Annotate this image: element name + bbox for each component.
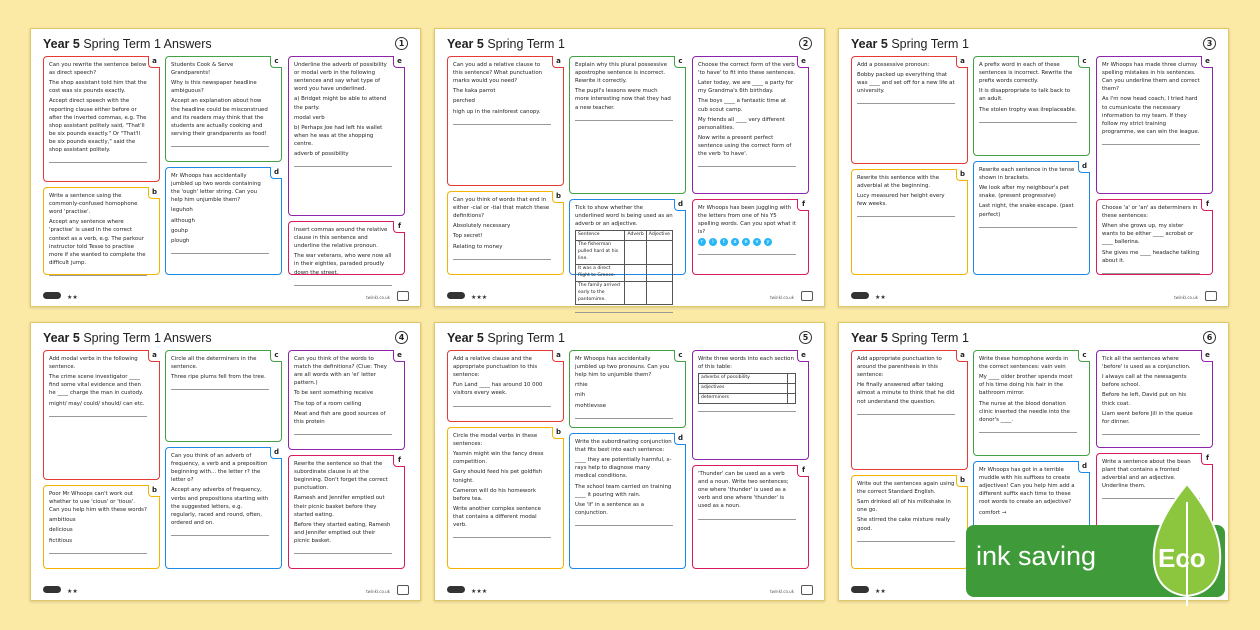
table-cell[interactable] xyxy=(625,241,646,265)
answer-line[interactable] xyxy=(698,160,796,167)
question-box-c xyxy=(569,350,686,428)
sheet-title xyxy=(43,37,212,51)
table-cell[interactable]: Adjective xyxy=(646,231,672,241)
question-text: Mr Whoops has got in a terrible muddle with his suffixes to create adjectives! Can you help him add a different suffix each time to these root words to create an adjective? xyxy=(979,467,1075,506)
ink-saving-text: ink saving xyxy=(976,541,1097,571)
question-letter: b xyxy=(552,427,564,439)
table-cell[interactable] xyxy=(787,374,795,384)
question-box-b xyxy=(43,187,160,275)
question-box-b xyxy=(43,485,160,569)
answer-line[interactable] xyxy=(575,519,673,526)
answer-line[interactable] xyxy=(453,531,551,538)
question-box-d xyxy=(165,167,282,275)
question-text: Mr Whoops has made three clumsy spelling mistakes in his sentences. Can you underline them and correct them? xyxy=(1102,62,1200,93)
question-box-a xyxy=(447,350,564,422)
question-text: The pupil's lessons were much more interesting now that they had a new teacher. xyxy=(575,88,671,111)
answer-line[interactable] xyxy=(294,279,392,286)
question-text: Use 'if' in a sentence as a conjunction. xyxy=(575,501,645,516)
worksheet-2 xyxy=(434,28,825,307)
question-text: Can you think of the words to match the definitions? (Clue: They are all words with an 'ei' letter pattern.) xyxy=(294,356,387,387)
question-text: gouhp xyxy=(171,227,188,234)
answer-line[interactable] xyxy=(698,248,796,255)
question-box-c xyxy=(973,56,1090,156)
question-letter: a xyxy=(148,350,160,362)
question-text: Absolutely necessary xyxy=(453,223,511,230)
table-cell[interactable]: The fisherman pulled hard at his line. xyxy=(576,241,625,265)
title-year: Year 5 xyxy=(43,37,80,51)
question-text: Write these homophone words in the correct sentences: vain vein xyxy=(979,356,1069,371)
question-box-a xyxy=(447,56,564,186)
question-box-e xyxy=(692,56,809,194)
twinkl-logo xyxy=(851,292,869,299)
question-text: Can you think of words that end in either -cial or -tial that match these definitions? xyxy=(453,197,550,220)
question-text: rthie xyxy=(575,382,588,389)
title-term: Spring Term 1 xyxy=(887,331,969,345)
title-year: Year 5 xyxy=(851,37,888,51)
answer-line[interactable] xyxy=(857,210,955,217)
footer-url: twinkl.co.uk xyxy=(770,295,794,300)
question-text: The boys ____ a fantastic time at cub scout camp. xyxy=(698,98,787,113)
question-text: Top secret! xyxy=(453,233,483,240)
worksheet-1 xyxy=(30,28,421,307)
question-letter: d xyxy=(1078,461,1090,473)
table-cell[interactable] xyxy=(787,394,795,404)
question-box-b xyxy=(851,169,968,275)
table-row xyxy=(576,281,673,305)
question-text: ____ they are potentially harmful, x-rays help to diagnose many medical conditions. xyxy=(575,457,672,480)
question-box-b xyxy=(447,427,564,569)
sheet-title xyxy=(447,37,565,51)
question-box-d xyxy=(973,161,1090,275)
question-text: Later today, we are ____ a party for my Grandma's 6th birthday. xyxy=(698,80,794,95)
title-term: Spring Term 1 xyxy=(887,37,969,51)
question-text: I always call at the newsagents before school. xyxy=(1102,374,1187,389)
question-text: Underline the adverb of possibility or modal verb in the following sentences and say what type of word you have underlined. xyxy=(294,62,387,93)
footer-url: twinkl.co.uk xyxy=(366,295,390,300)
question-text: Circle all the determiners in the sentence. xyxy=(171,356,257,371)
table-cell[interactable]: adverbs of possibility xyxy=(699,374,788,384)
question-text: Tick all the sentences where 'before' is used as a conjunction. xyxy=(1102,356,1191,371)
question-text: Add a relative clause and the appropriate punctuation to this sentence: xyxy=(453,356,538,379)
question-text: The nurse at the blood donation clinic inserted the needle into the donor's ____. xyxy=(979,400,1070,423)
table-cell[interactable] xyxy=(646,241,672,265)
question-box-e xyxy=(1096,56,1213,194)
table-cell[interactable]: adjectives xyxy=(699,384,788,394)
question-letter: b xyxy=(956,169,968,181)
twinkl-logo xyxy=(851,586,869,593)
question-text: It is disappropriate to talk back to an adult. xyxy=(979,88,1071,103)
answer-line[interactable] xyxy=(294,428,392,435)
footer-badge-icon xyxy=(397,291,409,301)
question-text: Write a sentence using the commonly-confused homophone word 'practise'. xyxy=(49,193,138,216)
sheet-number: 6 xyxy=(1203,331,1216,344)
table-cell[interactable]: determiners xyxy=(699,394,788,404)
question-text: Lucy measured her height every few weeks. xyxy=(857,193,945,208)
question-letter: d xyxy=(674,433,686,445)
question-text: Bobby packed up everything that was ____ and set off for a new life at university. xyxy=(857,72,955,95)
question-text: Last night, the snake escape. (past perfect) xyxy=(979,203,1074,218)
question-text: Add a possessive pronoun: xyxy=(857,62,930,68)
answer-line[interactable] xyxy=(698,513,796,520)
question-text: Poor Mr Whoops can't work out whether to use 'cious' or 'tious'. Can you help him with these words? xyxy=(49,491,147,514)
letter-bubble: a xyxy=(731,238,739,246)
question-text: modal verb xyxy=(294,114,325,121)
question-text: Accept an explanation about how the headline could be misconstrued and its readers may think that the students are actually cooking and serving their grandparents as food! xyxy=(171,98,268,137)
question-letter: c xyxy=(674,350,686,362)
sheet-title xyxy=(447,331,565,345)
question-text: plough xyxy=(171,237,190,244)
question-box-b xyxy=(447,191,564,275)
answer-line[interactable] xyxy=(453,400,551,407)
question-letter: f xyxy=(1201,453,1213,465)
question-box-a xyxy=(851,56,968,164)
question-box-e xyxy=(288,350,405,450)
question-text: Before they started eating, Ramesh and Jennifer emptied out their picnic basket. xyxy=(294,521,391,544)
question-box-f xyxy=(1096,199,1213,275)
twinkl-logo xyxy=(43,586,61,593)
question-text: b) Perhaps Joe had left his wallet when he was at the shopping centre. xyxy=(294,124,383,147)
question-letter: c xyxy=(1078,56,1090,68)
question-text: Mr Whoops has accidentally jumbled up two pronouns. Can you help him to unjumble them? xyxy=(575,356,670,379)
question-text: Can you rewrite the sentence below as direct speech? xyxy=(49,62,147,77)
question-text: When she grows up, my sister wants to be either ____ acrobat or ____ ballerina. xyxy=(1102,223,1194,246)
question-text: leguhoh xyxy=(171,207,193,214)
question-box-e xyxy=(692,350,809,460)
difficulty-stars: ★★ xyxy=(875,588,886,595)
question-text: ambitious xyxy=(49,517,76,524)
answer-line[interactable] xyxy=(1102,267,1200,274)
question-text: Three ripe plums fell from the tree. xyxy=(171,374,266,381)
title-term: Spring Term 1 xyxy=(483,37,565,51)
question-text: She stirred the cake mixture really good. xyxy=(857,517,951,532)
question-text: She gives me ____ headache talking about it. xyxy=(1102,249,1200,264)
question-text: Mr Whoops has been juggling with the letters from one of his Y5 spelling words. Can you spot what it is? xyxy=(698,205,796,236)
question-text: Write another complex sentence that contains a different modal verb. xyxy=(453,505,541,529)
answer-line[interactable] xyxy=(294,160,392,167)
question-box-f xyxy=(288,221,405,275)
question-letter: b xyxy=(956,475,968,487)
table-cell[interactable]: The family arrived early to the pantomime. xyxy=(576,281,625,305)
question-text: Add appropriate punctuation to around the parenthesis in this sentence: xyxy=(857,356,942,379)
question-text: Cameron will do his homework before tea. xyxy=(453,487,536,502)
question-letter: e xyxy=(393,56,405,68)
title-year: Year 5 xyxy=(43,331,80,345)
question-text: My friends all ____ very different personalities. xyxy=(698,116,785,131)
question-text: Meat and fish are good sources of this protein xyxy=(294,410,386,425)
question-text: We look after my neighbour's pet snake. (present progressive) xyxy=(979,185,1069,200)
answer-line[interactable] xyxy=(453,253,551,260)
answer-line[interactable] xyxy=(453,118,551,125)
question-letter: a xyxy=(956,350,968,362)
question-text: mih xyxy=(575,392,586,399)
answer-line[interactable] xyxy=(979,221,1077,228)
question-text: To be sent something receive xyxy=(294,390,374,397)
question-letter: b xyxy=(552,191,564,203)
answer-line[interactable] xyxy=(1102,138,1200,145)
answer-line[interactable] xyxy=(857,408,955,415)
question-text: Write a sentence about the bean plant that contains a fronted adverbial and an adjective. Underline them. xyxy=(1102,459,1191,490)
table-row xyxy=(699,384,796,394)
table-row xyxy=(699,374,796,384)
table-cell[interactable] xyxy=(625,265,646,282)
question-text: Can you think of an adverb of frequency, a verb and a preposition beginning with... the letter r? the letter o? xyxy=(171,453,268,484)
question-letter: a xyxy=(552,56,564,68)
table-cell[interactable]: Sentence xyxy=(576,231,625,241)
question-text: The crime scene investigator ____ find some vital evidence and then he ____ charge the man in custody. xyxy=(49,374,144,397)
letter-bubble: r xyxy=(698,238,706,246)
question-box-e xyxy=(288,56,405,216)
question-text: The stolen trophy was ilreplaceable. xyxy=(979,106,1077,113)
footer-url: twinkl.co.uk xyxy=(770,589,794,594)
question-text: As I'm now head coach, I tried hard to cumunicate the necessary information to my team. If they follow my strict training programme, we can win the league. xyxy=(1102,96,1200,135)
question-text: Now write a present perfect sentence using the correct form of the verb 'to have'. xyxy=(698,134,792,158)
question-box-c xyxy=(165,350,282,442)
answer-line[interactable] xyxy=(49,269,147,276)
worksheet-5 xyxy=(434,322,825,601)
question-text: Yasmin might win the fancy dress competition. xyxy=(453,451,544,466)
sheet-number: 3 xyxy=(1203,37,1216,50)
question-text: Tick to show whether the underlined word is being used as an adverb or an adjective. xyxy=(575,205,673,228)
table-row xyxy=(576,241,673,265)
question-letter: c xyxy=(270,350,282,362)
question-text: Insert commas around the relative clause in this sentence and underline the relative pronoun. xyxy=(294,227,388,250)
question-text: Mr Whoops has accidentally jumbled up two words containing the 'ough' letter string. Can you help him unjumble them? xyxy=(171,173,261,204)
table-cell[interactable]: Adverb xyxy=(625,231,646,241)
question-text: perched xyxy=(453,98,475,105)
answer-line[interactable] xyxy=(979,426,1077,433)
twinkl-logo xyxy=(447,586,465,593)
question-letter: c xyxy=(674,56,686,68)
table-row xyxy=(699,394,796,404)
question-letter: f xyxy=(393,455,405,467)
table-cell[interactable] xyxy=(646,265,672,282)
question-text: fictitious xyxy=(49,537,73,544)
question-box-d xyxy=(569,433,686,569)
answer-line[interactable] xyxy=(294,547,392,554)
question-text: My ____ older brother spends most of his time doing his hair in the bathroom mirror. xyxy=(979,374,1073,397)
question-letter: f xyxy=(797,465,809,477)
difficulty-stars: ★★ xyxy=(67,294,78,301)
question-text: Write the subordinating conjunction that fits best into each sentence: xyxy=(575,439,672,454)
question-text: Fun Land ____ has around 10 000 visitors every week. xyxy=(453,382,543,397)
question-text: The school team carried on training ____ it pouring with rain. xyxy=(575,483,672,498)
table-row xyxy=(576,231,673,241)
question-letter: d xyxy=(270,447,282,459)
answer-line[interactable] xyxy=(857,97,955,104)
question-text: 'Thunder' can be used as a verb and a noun. Write two sentences; one where 'thunder' is used as a verb and one where 'thunder' is used as a noun. xyxy=(698,471,789,510)
question-letter: d xyxy=(674,199,686,211)
sheet-number: 2 xyxy=(799,37,812,50)
question-box-b xyxy=(851,475,968,569)
question-box-f xyxy=(692,465,809,569)
difficulty-stars: ★★ xyxy=(67,588,78,595)
answer-table xyxy=(698,373,796,404)
answer-table xyxy=(575,230,673,305)
question-letter: e xyxy=(1201,350,1213,362)
sheet-number: 1 xyxy=(395,37,408,50)
question-text: Rewrite the sentence so that the subordinate clause is at the beginning. Don't forget the correct punctuation. xyxy=(294,461,388,492)
answer-line[interactable] xyxy=(575,412,673,419)
worksheet-4 xyxy=(30,322,421,601)
table-cell[interactable]: It was a direct flight to Greece. xyxy=(576,265,625,282)
question-letter: f xyxy=(1201,199,1213,211)
question-text: Write out the sentences again using the correct Standard English. xyxy=(857,481,955,496)
question-text: Students Cook & Serve Grandparents! xyxy=(171,62,234,77)
eco-label: Eco xyxy=(1158,543,1206,573)
answer-line[interactable] xyxy=(575,114,673,121)
question-text: He finally answered after taking almost a minute to think that he did not understand the question. xyxy=(857,382,955,405)
sheet-number: 5 xyxy=(799,331,812,344)
question-text: The top of a room ceiling xyxy=(294,400,362,407)
letter-bubble: e xyxy=(742,238,750,246)
question-text: Can you add a relative clause to this sentence? What punctuation marks would you need? xyxy=(453,62,543,85)
answer-line[interactable] xyxy=(698,405,796,412)
title-year: Year 5 xyxy=(851,331,888,345)
question-text: The shop assistant told him that the cost was six pounds exactly. xyxy=(49,80,147,95)
question-letter: d xyxy=(1078,161,1090,173)
question-text: Accept direct speech with the reporting clause either before or after the inverted commas, e.g. The shop assistant politely said, "That'll be six pounds exactly." Or "That'll be six pounds exactly," said the shop assistant politely. xyxy=(49,98,147,154)
answer-line[interactable] xyxy=(49,547,147,554)
question-text: Why is this newspaper headline ambiguous? xyxy=(171,80,257,95)
difficulty-stars: ★★★ xyxy=(471,294,488,301)
question-box-a xyxy=(43,56,160,182)
sheet-title xyxy=(43,331,212,345)
footer-url: twinkl.co.uk xyxy=(366,589,390,594)
question-text: Write three words into each section of this table: xyxy=(698,356,794,371)
question-text: although xyxy=(171,217,195,224)
question-text: The war veterans, who were now all in their eighties, paraded proudly down the street. xyxy=(294,253,392,276)
footer-badge-icon xyxy=(801,585,813,595)
table-row xyxy=(576,265,673,282)
question-text: Sam drinked all of his milkshake in one go. xyxy=(857,499,951,514)
question-box-c xyxy=(569,56,686,194)
difficulty-stars: ★★★ xyxy=(471,588,488,595)
question-text: Accept any adverbs of frequency, verbs and prepositions starting with the suggested letters, e.g. regularly, raced and round, often, ordered and on. xyxy=(171,487,269,526)
question-text: Ramesh and Jennifer emptied out their picnic basket before they started eating. xyxy=(294,495,385,518)
letter-bubble: i xyxy=(709,238,717,246)
table-cell[interactable] xyxy=(625,281,646,305)
answer-line[interactable] xyxy=(49,410,147,417)
footer-badge-icon xyxy=(1205,291,1217,301)
question-box-d xyxy=(569,199,686,302)
twinkl-logo xyxy=(447,292,465,299)
question-text: Relating to money xyxy=(453,243,503,250)
question-letter: b xyxy=(148,485,160,497)
question-letter: f xyxy=(393,221,405,233)
question-text: The kaka parrot xyxy=(453,88,496,95)
sheet-title xyxy=(851,331,969,345)
question-text: Add modal verbs in the following sentence. xyxy=(49,356,138,371)
question-letter: e xyxy=(393,350,405,362)
question-box-e xyxy=(1096,350,1213,448)
question-text: Choose the correct form of the verb 'to have' to fit into these sentences. xyxy=(698,62,796,77)
question-box-c xyxy=(973,350,1090,456)
table-cell[interactable] xyxy=(646,281,672,305)
question-box-f xyxy=(288,455,405,569)
question-text: comfort → xyxy=(979,509,1007,516)
answer-line[interactable] xyxy=(171,140,269,147)
footer-badge-icon xyxy=(397,585,409,595)
question-text: Rewrite each sentence in the tense shown in brackets. xyxy=(979,167,1075,182)
question-box-c xyxy=(165,56,282,162)
question-letter: a xyxy=(148,56,160,68)
question-text: Gary should feed his pet goldfish tonight. xyxy=(453,469,543,484)
question-text: Rewrite this sentence with the adverbial at the beginning. xyxy=(857,175,940,190)
answer-line[interactable] xyxy=(49,156,147,163)
answer-line[interactable] xyxy=(979,116,1077,123)
question-text: A prefix word in each of these sentences is incorrect. Rewrite the prefix words correctly. xyxy=(979,62,1073,85)
answer-line[interactable] xyxy=(575,306,673,313)
question-letter: f xyxy=(797,199,809,211)
question-text: high up in the rainforest canopy. xyxy=(453,108,541,115)
question-box-d xyxy=(165,447,282,569)
question-box-f xyxy=(692,199,809,275)
question-text: Before he left, David put on his thick coat. xyxy=(1102,392,1187,407)
answer-line[interactable] xyxy=(1102,428,1200,435)
question-text: mohtlevsse xyxy=(575,402,607,409)
question-text: delicious xyxy=(49,527,73,534)
footer-badge-icon xyxy=(801,291,813,301)
question-text: might/ may/ could/ should/ can etc. xyxy=(49,400,145,407)
difficulty-stars: ★★ xyxy=(875,294,886,301)
letter-bubbles xyxy=(698,238,796,246)
ink-saving-label xyxy=(976,541,1096,572)
letter-bubble: y xyxy=(764,238,772,246)
question-letter: e xyxy=(797,350,809,362)
title-term: Spring Term 1 xyxy=(483,331,565,345)
question-box-a xyxy=(851,350,968,470)
letter-bubble: t xyxy=(720,238,728,246)
answer-line[interactable] xyxy=(171,529,269,536)
question-text: Choose 'a' or 'an' as determiners in these sentences: xyxy=(1102,205,1198,220)
question-text: Liam went before Jill in the queue for dinner. xyxy=(1102,410,1193,425)
title-term: Spring Term 1 Answers xyxy=(79,37,212,51)
question-letter: a xyxy=(956,56,968,68)
worksheet-3 xyxy=(838,28,1229,307)
question-text: adverb of possibility xyxy=(294,151,349,158)
question-text: Circle the modal verbs in these sentences: xyxy=(453,433,538,448)
answer-line[interactable] xyxy=(171,247,269,254)
sheet-title xyxy=(851,37,969,51)
twinkl-logo xyxy=(43,292,61,299)
question-letter: d xyxy=(270,167,282,179)
answer-line[interactable] xyxy=(857,535,955,542)
question-letter: c xyxy=(270,56,282,68)
question-text: a) Bridget might be able to attend the party. xyxy=(294,96,387,111)
question-letter: e xyxy=(797,56,809,68)
question-text: Accept any sentence where 'practise' is used in the correct context as a verb, e.g. The parkour instructor told Tesse to practise more if she wanted to complete the difficult jump. xyxy=(49,219,146,266)
sheet-number: 4 xyxy=(395,331,408,344)
question-box-a xyxy=(43,350,160,480)
title-term: Spring Term 1 Answers xyxy=(79,331,212,345)
question-letter: e xyxy=(1201,56,1213,68)
answer-line[interactable] xyxy=(171,383,269,390)
question-letter: b xyxy=(148,187,160,199)
table-cell[interactable] xyxy=(787,384,795,394)
footer-url: twinkl.co.uk xyxy=(1174,295,1198,300)
question-text: Explain why this plural possessive apostrophe sentence is incorrect. Rewrite it correctly. xyxy=(575,62,668,85)
question-letter: c xyxy=(1078,350,1090,362)
letter-bubble: v xyxy=(753,238,761,246)
title-year: Year 5 xyxy=(447,37,484,51)
question-letter: a xyxy=(552,350,564,362)
title-year: Year 5 xyxy=(447,331,484,345)
